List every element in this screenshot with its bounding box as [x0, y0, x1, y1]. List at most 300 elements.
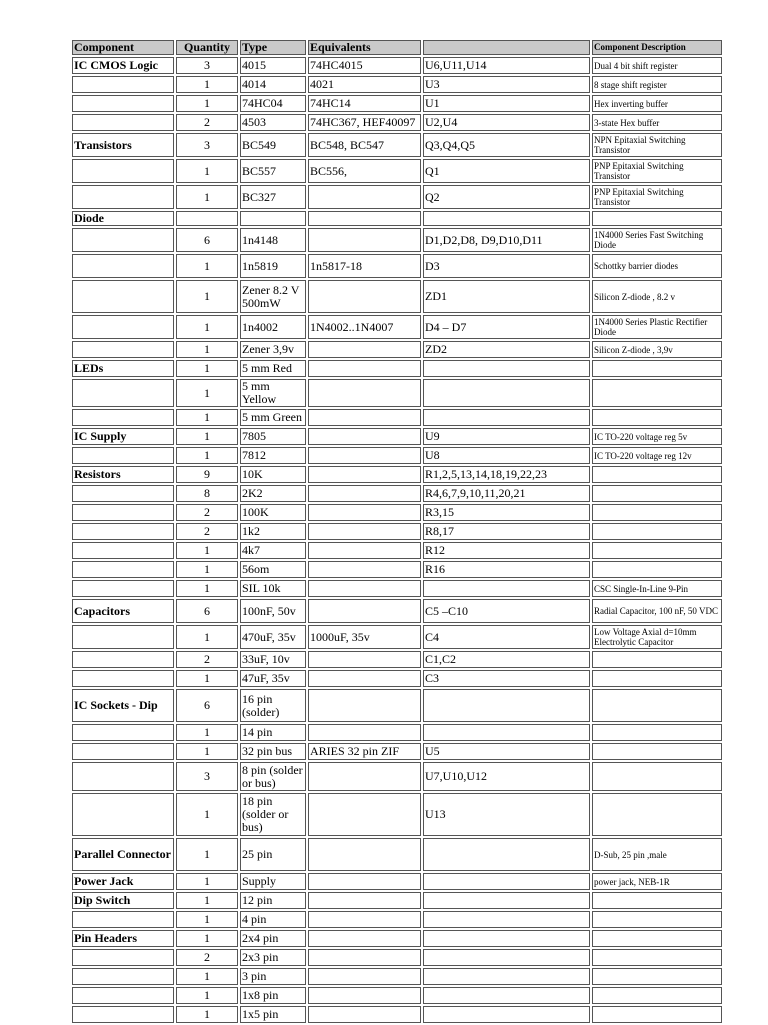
- quantity-cell: 2: [176, 504, 238, 521]
- reference-cell: D1,D2,D8, D9,D10,D11: [423, 228, 590, 252]
- quantity-cell: 1: [176, 428, 238, 445]
- equivalents-cell: [308, 651, 421, 668]
- type-cell: 1x8 pin: [240, 987, 306, 1004]
- type-cell: 47uF, 35v: [240, 670, 306, 687]
- table-row: [72, 95, 722, 112]
- equivalents-cell: 74HC367, HEF40097: [308, 114, 421, 131]
- equivalents-cell: [308, 892, 421, 909]
- component-cell: Resistors: [72, 466, 174, 483]
- reference-cell: [423, 892, 590, 909]
- component-cell: [72, 504, 174, 521]
- type-cell: SIL 10k: [240, 580, 306, 597]
- quantity-cell: 1: [176, 1006, 238, 1023]
- equivalents-cell: [308, 523, 421, 540]
- header-component: Component: [72, 40, 174, 55]
- reference-cell: U7,U10,U12: [423, 762, 590, 791]
- description-cell: [592, 949, 722, 966]
- quantity-cell: 1: [176, 968, 238, 985]
- quantity-cell: 1: [176, 987, 238, 1004]
- equivalents-cell: [308, 949, 421, 966]
- component-cell: [72, 228, 174, 252]
- component-cell: [72, 159, 174, 183]
- type-cell: 470uF, 35v: [240, 625, 306, 649]
- equivalents-cell: [308, 542, 421, 559]
- type-cell: 3 pin: [240, 968, 306, 985]
- description-cell: [592, 968, 722, 985]
- type-cell: Zener 3,9v: [240, 341, 306, 358]
- equivalents-cell: [308, 873, 421, 890]
- component-cell: [72, 114, 174, 131]
- reference-cell: [423, 1006, 590, 1023]
- type-cell: 100K: [240, 504, 306, 521]
- component-cell: IC Supply: [72, 428, 174, 445]
- reference-cell: [423, 360, 590, 377]
- equivalents-cell: BC556,: [308, 159, 421, 183]
- reference-cell: C3: [423, 670, 590, 687]
- quantity-cell: 1: [176, 892, 238, 909]
- equivalents-cell: [308, 561, 421, 578]
- equivalents-cell: [308, 360, 421, 377]
- quantity-cell: 1: [176, 542, 238, 559]
- component-cell: [72, 1006, 174, 1023]
- reference-cell: [423, 409, 590, 426]
- component-cell: Diode: [72, 211, 174, 226]
- component-cell: [72, 315, 174, 339]
- description-cell: [592, 1006, 722, 1023]
- reference-cell: C5 –C10: [423, 599, 590, 623]
- quantity-cell: 6: [176, 228, 238, 252]
- component-cell: IC Sockets - Dip: [72, 689, 174, 722]
- description-cell: [592, 466, 722, 483]
- quantity-cell: 1: [176, 670, 238, 687]
- quantity-cell: 1: [176, 930, 238, 947]
- parts-list-table: [70, 38, 724, 1025]
- component-cell: Pin Headers: [72, 930, 174, 947]
- equivalents-cell: [308, 280, 421, 313]
- reference-cell: [423, 930, 590, 947]
- description-cell: Dual 4 bit shift register: [592, 57, 722, 74]
- reference-cell: C1,C2: [423, 651, 590, 668]
- description-cell: [592, 542, 722, 559]
- quantity-cell: 1: [176, 724, 238, 741]
- reference-cell: [423, 724, 590, 741]
- reference-cell: U2,U4: [423, 114, 590, 131]
- description-cell: [592, 793, 722, 836]
- quantity-cell: 1: [176, 315, 238, 339]
- description-cell: PNP Epitaxial Switching Transistor: [592, 185, 722, 209]
- component-cell: [72, 561, 174, 578]
- component-cell: [72, 95, 174, 112]
- type-cell: 33uF, 10v: [240, 651, 306, 668]
- table-row: [72, 523, 722, 540]
- type-cell: 1x5 pin: [240, 1006, 306, 1023]
- table-row: [72, 689, 722, 722]
- component-cell: Parallel Connector: [72, 838, 174, 871]
- quantity-cell: 6: [176, 599, 238, 623]
- quantity-cell: 1: [176, 911, 238, 928]
- description-cell: [592, 504, 722, 521]
- equivalents-cell: [308, 379, 421, 407]
- description-cell: Low Voltage Axial d=10mm Electrolytic Capacitor: [592, 625, 722, 649]
- description-cell: D-Sub, 25 pin ,male: [592, 838, 722, 871]
- table-row: [72, 447, 722, 464]
- description-cell: [592, 485, 722, 502]
- parts-table-body: [72, 57, 722, 1023]
- table-row: [72, 185, 722, 209]
- reference-cell: ZD1: [423, 280, 590, 313]
- component-cell: [72, 523, 174, 540]
- quantity-cell: 3: [176, 133, 238, 157]
- table-row: [72, 315, 722, 339]
- component-cell: [72, 724, 174, 741]
- type-cell: 16 pin (solder): [240, 689, 306, 722]
- type-cell: 1n5819: [240, 254, 306, 278]
- description-cell: [592, 743, 722, 760]
- table-row: [72, 625, 722, 649]
- table-row: [72, 987, 722, 1004]
- description-cell: Silicon Z-diode , 3,9v: [592, 341, 722, 358]
- reference-cell: Q2: [423, 185, 590, 209]
- component-cell: [72, 580, 174, 597]
- reference-cell: ZD2: [423, 341, 590, 358]
- header-type: Type: [240, 40, 306, 55]
- reference-cell: R3,15: [423, 504, 590, 521]
- type-cell: BC557: [240, 159, 306, 183]
- type-cell: 4015: [240, 57, 306, 74]
- reference-cell: R16: [423, 561, 590, 578]
- description-cell: 8 stage shift register: [592, 76, 722, 93]
- description-cell: CSC Single-In-Line 9-Pin: [592, 580, 722, 597]
- type-cell: 4503: [240, 114, 306, 131]
- description-cell: IC TO-220 voltage reg 5v: [592, 428, 722, 445]
- component-cell: [72, 379, 174, 407]
- reference-cell: U3: [423, 76, 590, 93]
- type-cell: 7805: [240, 428, 306, 445]
- reference-cell: C4: [423, 625, 590, 649]
- quantity-cell: 2: [176, 523, 238, 540]
- component-cell: [72, 625, 174, 649]
- description-cell: PNP Epitaxial Switching Transistor: [592, 159, 722, 183]
- type-cell: Zener 8.2 V 500mW: [240, 280, 306, 313]
- component-cell: [72, 743, 174, 760]
- quantity-cell: 9: [176, 466, 238, 483]
- quantity-cell: 1: [176, 159, 238, 183]
- description-cell: [592, 670, 722, 687]
- component-cell: [72, 651, 174, 668]
- description-cell: 1N4000 Series Plastic Rectifier Diode: [592, 315, 722, 339]
- equivalents-cell: 1n5817-18: [308, 254, 421, 278]
- reference-cell: R8,17: [423, 523, 590, 540]
- table-row: [72, 651, 722, 668]
- description-cell: NPN Epitaxial Switching Transistor: [592, 133, 722, 157]
- type-cell: 18 pin (solder or bus): [240, 793, 306, 836]
- description-cell: Silicon Z-diode , 8.2 v: [592, 280, 722, 313]
- reference-cell: [423, 379, 590, 407]
- reference-cell: [423, 211, 590, 226]
- reference-cell: [423, 911, 590, 928]
- equivalents-cell: 74HC14: [308, 95, 421, 112]
- type-cell: 1n4148: [240, 228, 306, 252]
- equivalents-cell: [308, 228, 421, 252]
- quantity-cell: 3: [176, 762, 238, 791]
- table-row: [72, 485, 722, 502]
- equivalents-cell: 1000uF, 35v: [308, 625, 421, 649]
- type-cell: 5 mm Green: [240, 409, 306, 426]
- component-cell: [72, 280, 174, 313]
- table-row: [72, 360, 722, 377]
- description-cell: IC TO-220 voltage reg 12v: [592, 447, 722, 464]
- component-cell: [72, 409, 174, 426]
- equivalents-cell: [308, 987, 421, 1004]
- quantity-cell: 1: [176, 409, 238, 426]
- equivalents-cell: [308, 580, 421, 597]
- type-cell: 14 pin: [240, 724, 306, 741]
- table-row: [72, 743, 722, 760]
- equivalents-cell: [308, 185, 421, 209]
- table-row: [72, 911, 722, 928]
- type-cell: [240, 211, 306, 226]
- description-cell: [592, 987, 722, 1004]
- component-cell: Transistors: [72, 133, 174, 157]
- header-equivalents: Equivalents: [308, 40, 421, 55]
- quantity-cell: 1: [176, 793, 238, 836]
- quantity-cell: 6: [176, 689, 238, 722]
- type-cell: 4014: [240, 76, 306, 93]
- quantity-cell: 1: [176, 280, 238, 313]
- equivalents-cell: [308, 724, 421, 741]
- equivalents-cell: 4021: [308, 76, 421, 93]
- component-cell: [72, 762, 174, 791]
- table-row: [72, 57, 722, 74]
- type-cell: BC549: [240, 133, 306, 157]
- description-cell: [592, 689, 722, 722]
- type-cell: 1n4002: [240, 315, 306, 339]
- reference-cell: U13: [423, 793, 590, 836]
- equivalents-cell: [308, 409, 421, 426]
- table-row: [72, 930, 722, 947]
- equivalents-cell: [308, 485, 421, 502]
- description-cell: [592, 911, 722, 928]
- table-row: [72, 228, 722, 252]
- table-row: [72, 599, 722, 623]
- type-cell: 56om: [240, 561, 306, 578]
- table-row: [72, 409, 722, 426]
- table-row: [72, 1006, 722, 1023]
- header-description: Component Description: [592, 40, 722, 55]
- table-row: [72, 724, 722, 741]
- component-cell: [72, 670, 174, 687]
- component-cell: [72, 987, 174, 1004]
- component-cell: IC CMOS Logic: [72, 57, 174, 74]
- description-cell: [592, 409, 722, 426]
- quantity-cell: 1: [176, 254, 238, 278]
- reference-cell: D3: [423, 254, 590, 278]
- quantity-cell: 1: [176, 743, 238, 760]
- table-row: [72, 793, 722, 836]
- reference-cell: U1: [423, 95, 590, 112]
- component-cell: Dip Switch: [72, 892, 174, 909]
- reference-cell: Q1: [423, 159, 590, 183]
- table-row: [72, 542, 722, 559]
- reference-cell: [423, 838, 590, 871]
- type-cell: 74HC04: [240, 95, 306, 112]
- equivalents-cell: 74HC4015: [308, 57, 421, 74]
- quantity-cell: 2: [176, 651, 238, 668]
- quantity-cell: 1: [176, 838, 238, 871]
- table-row: [72, 873, 722, 890]
- type-cell: 7812: [240, 447, 306, 464]
- quantity-cell: 2: [176, 949, 238, 966]
- description-cell: [592, 892, 722, 909]
- component-cell: [72, 76, 174, 93]
- equivalents-cell: BC548, BC547: [308, 133, 421, 157]
- quantity-cell: 1: [176, 76, 238, 93]
- reference-cell: [423, 949, 590, 966]
- table-row: [72, 379, 722, 407]
- component-cell: LEDs: [72, 360, 174, 377]
- table-row: [72, 280, 722, 313]
- type-cell: 32 pin bus: [240, 743, 306, 760]
- quantity-cell: 1: [176, 360, 238, 377]
- component-cell: [72, 341, 174, 358]
- description-cell: [592, 930, 722, 947]
- type-cell: 25 pin: [240, 838, 306, 871]
- component-cell: [72, 968, 174, 985]
- reference-cell: U5: [423, 743, 590, 760]
- quantity-cell: 1: [176, 561, 238, 578]
- quantity-cell: [176, 211, 238, 226]
- table-row: [72, 76, 722, 93]
- type-cell: 4k7: [240, 542, 306, 559]
- table-row: [72, 949, 722, 966]
- equivalents-cell: [308, 599, 421, 623]
- reference-cell: U9: [423, 428, 590, 445]
- description-cell: [592, 651, 722, 668]
- description-cell: [592, 379, 722, 407]
- equivalents-cell: [308, 838, 421, 871]
- quantity-cell: 1: [176, 379, 238, 407]
- reference-cell: [423, 580, 590, 597]
- header-row: [72, 40, 722, 55]
- description-cell: [592, 360, 722, 377]
- description-cell: [592, 724, 722, 741]
- description-cell: [592, 762, 722, 791]
- reference-cell: Q3,Q4,Q5: [423, 133, 590, 157]
- table-row: [72, 341, 722, 358]
- reference-cell: U8: [423, 447, 590, 464]
- description-cell: power jack, NEB-1R: [592, 873, 722, 890]
- quantity-cell: 3: [176, 57, 238, 74]
- type-cell: 5 mm Red: [240, 360, 306, 377]
- table-row: [72, 466, 722, 483]
- type-cell: 1k2: [240, 523, 306, 540]
- quantity-cell: 1: [176, 95, 238, 112]
- component-cell: [72, 911, 174, 928]
- component-cell: [72, 254, 174, 278]
- quantity-cell: 1: [176, 580, 238, 597]
- component-cell: Capacitors: [72, 599, 174, 623]
- table-row: [72, 762, 722, 791]
- table-row: [72, 114, 722, 131]
- table-row: [72, 561, 722, 578]
- equivalents-cell: [308, 762, 421, 791]
- table-row: [72, 838, 722, 871]
- equivalents-cell: [308, 968, 421, 985]
- type-cell: 2x4 pin: [240, 930, 306, 947]
- equivalents-cell: [308, 689, 421, 722]
- type-cell: 2K2: [240, 485, 306, 502]
- component-cell: Power Jack: [72, 873, 174, 890]
- component-cell: [72, 542, 174, 559]
- reference-cell: R1,2,5,13,14,18,19,22,23: [423, 466, 590, 483]
- equivalents-cell: [308, 1006, 421, 1023]
- quantity-cell: 1: [176, 625, 238, 649]
- type-cell: Supply: [240, 873, 306, 890]
- equivalents-cell: [308, 341, 421, 358]
- table-row: [72, 211, 722, 226]
- equivalents-cell: ARIES 32 pin ZIF: [308, 743, 421, 760]
- description-cell: 3-state Hex buffer: [592, 114, 722, 131]
- reference-cell: R12: [423, 542, 590, 559]
- type-cell: 4 pin: [240, 911, 306, 928]
- type-cell: BC327: [240, 185, 306, 209]
- quantity-cell: 1: [176, 185, 238, 209]
- equivalents-cell: [308, 428, 421, 445]
- reference-cell: U6,U11,U14: [423, 57, 590, 74]
- quantity-cell: 2: [176, 114, 238, 131]
- type-cell: 8 pin (solder or bus): [240, 762, 306, 791]
- equivalents-cell: [308, 670, 421, 687]
- table-row: [72, 428, 722, 445]
- equivalents-cell: [308, 211, 421, 226]
- table-row: [72, 254, 722, 278]
- type-cell: 10K: [240, 466, 306, 483]
- equivalents-cell: [308, 447, 421, 464]
- reference-cell: R4,6,7,9,10,11,20,21: [423, 485, 590, 502]
- description-cell: Radial Capacitor, 100 nF, 50 VDC: [592, 599, 722, 623]
- component-cell: [72, 447, 174, 464]
- header-reference: [423, 40, 590, 55]
- equivalents-cell: [308, 504, 421, 521]
- component-cell: [72, 793, 174, 836]
- reference-cell: D4 – D7: [423, 315, 590, 339]
- table-row: [72, 580, 722, 597]
- type-cell: 2x3 pin: [240, 949, 306, 966]
- quantity-cell: 1: [176, 447, 238, 464]
- equivalents-cell: 1N4002..1N4007: [308, 315, 421, 339]
- description-cell: Schottky barrier diodes: [592, 254, 722, 278]
- component-cell: [72, 485, 174, 502]
- table-row: [72, 968, 722, 985]
- equivalents-cell: [308, 793, 421, 836]
- quantity-cell: 1: [176, 341, 238, 358]
- reference-cell: [423, 987, 590, 1004]
- component-cell: [72, 949, 174, 966]
- description-cell: [592, 211, 722, 226]
- reference-cell: [423, 968, 590, 985]
- description-cell: [592, 561, 722, 578]
- table-row: [72, 133, 722, 157]
- table-row: [72, 504, 722, 521]
- description-cell: [592, 523, 722, 540]
- table-row: [72, 159, 722, 183]
- table-row: [72, 892, 722, 909]
- quantity-cell: 8: [176, 485, 238, 502]
- table-row: [72, 670, 722, 687]
- reference-cell: [423, 873, 590, 890]
- reference-cell: [423, 689, 590, 722]
- quantity-cell: 1: [176, 873, 238, 890]
